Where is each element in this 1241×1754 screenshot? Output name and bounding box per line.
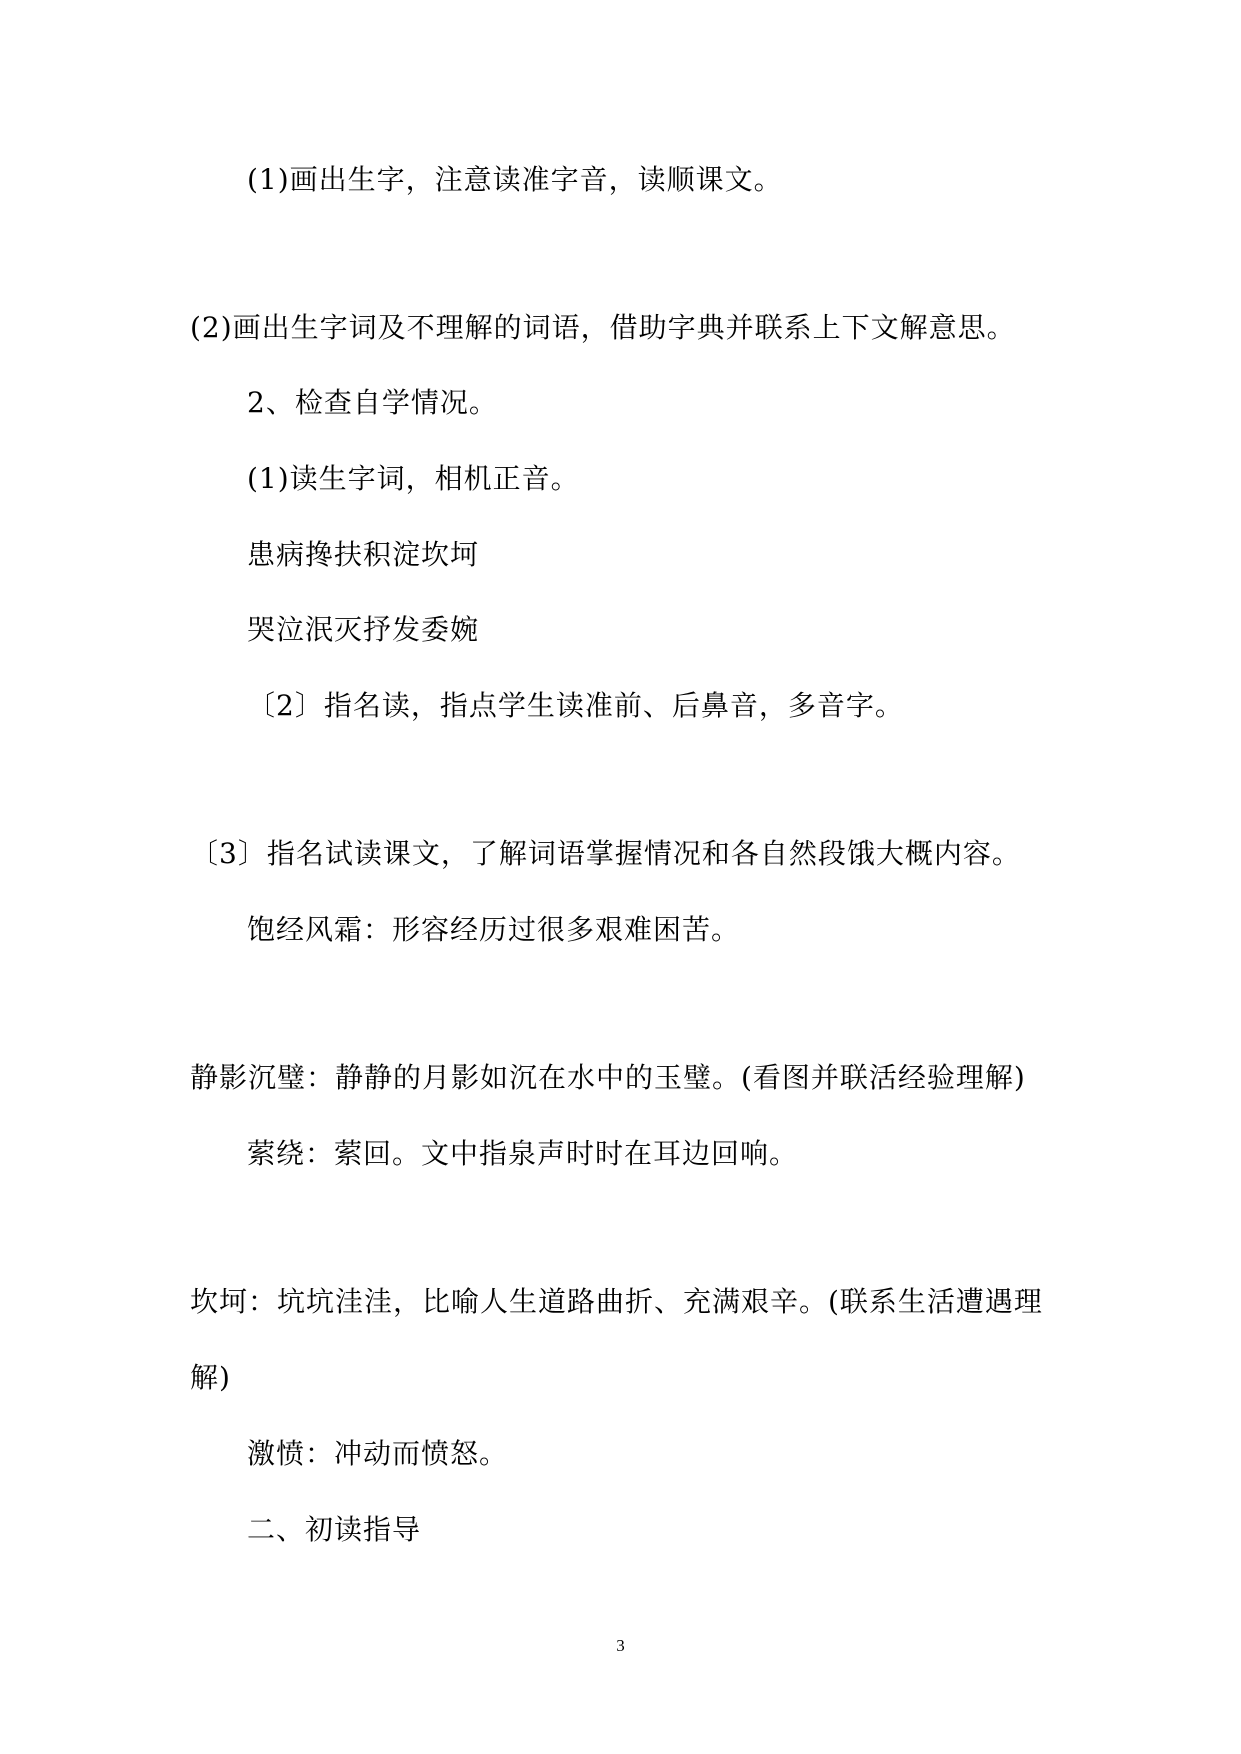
text-line: (1)读生字词，相机正音。 bbox=[247, 462, 580, 495]
text-line: 哭泣泯灭抒发委婉 bbox=[247, 613, 480, 646]
text-line: 萦绕：萦回。文中指泉声时时在耳边回响。 bbox=[247, 1137, 799, 1170]
text-line: 二、初读指导 bbox=[247, 1513, 422, 1546]
text-line: (2)画出生字词及不理解的词语，借助字典并联系上下文解意思。 bbox=[190, 311, 1016, 344]
text-line: 饱经风霜：形容经历过很多艰难困苦。 bbox=[247, 913, 741, 946]
page-number: 3 bbox=[616, 1636, 625, 1655]
text-line: 坎坷：坑坑洼洼，比喻人生道路曲折、充满艰辛。(联系生活遭遇理 bbox=[190, 1285, 1043, 1318]
text-line: 解) bbox=[190, 1361, 231, 1394]
text-line: 患病搀扶积淀坎坷 bbox=[247, 538, 480, 571]
text-line: 〔2〕指名读，指点学生读准前、后鼻音，多音字。 bbox=[247, 689, 904, 722]
text-line: 静影沉璧：静静的月影如沉在水中的玉璧。(看图并联活经验理解) bbox=[190, 1061, 1026, 1094]
text-line: 2、检查自学情况。 bbox=[247, 386, 498, 419]
text-line: (1)画出生字，注意读准字音，读顺课文。 bbox=[247, 163, 783, 196]
text-line: 激愤：冲动而愤怒。 bbox=[247, 1437, 509, 1470]
text-line: 〔3〕指名试读课文，了解词语掌握情况和各自然段饿大概内容。 bbox=[190, 837, 1021, 870]
